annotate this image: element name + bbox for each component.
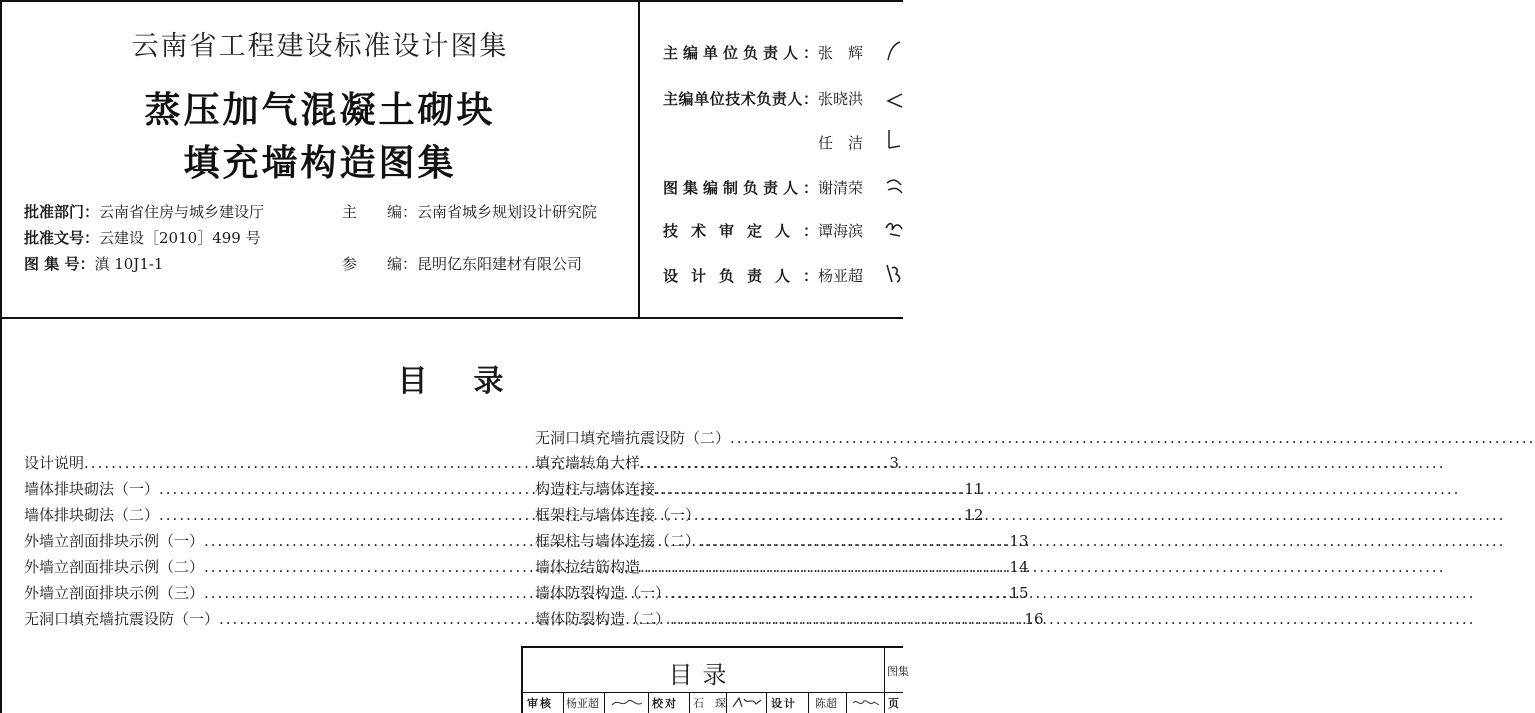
toc-entry-page: 16	[1024, 610, 1044, 628]
design-label: 设计	[771, 697, 797, 710]
approval-dept	[24, 201, 264, 222]
toc-leader-dots	[655, 478, 1460, 500]
responsible-name: 任 洁	[818, 134, 864, 152]
participant-editor	[342, 253, 582, 274]
atlas-number	[24, 253, 163, 274]
responsible-row	[663, 265, 903, 286]
responsible-name: 张晓洪	[818, 90, 864, 108]
toc-entry-title: 外墙立剖面排块示例（一）	[24, 532, 205, 550]
toc-leader-dots	[670, 582, 1475, 604]
toc-entry-page: 12	[964, 506, 984, 524]
atlas-number-value: 滇 10J1-1	[94, 255, 164, 273]
title-block-title: 目录	[668, 661, 737, 689]
design-signature	[850, 695, 882, 711]
toc-entry-title: 设计说明	[24, 454, 85, 472]
cell-divider	[689, 692, 690, 713]
toc-entry[interactable]	[535, 608, 903, 630]
responsible-label: 设计负责人：	[663, 267, 818, 285]
toc-entry[interactable]	[535, 530, 903, 552]
toc-entry[interactable]	[535, 427, 903, 449]
responsible-name: 张 辉	[818, 44, 864, 62]
toc-leader-dots	[640, 452, 1445, 474]
atlas-label-partial: 图集	[887, 665, 909, 678]
chief-editor-value: 云南省城乡规划设计研究院	[417, 203, 598, 221]
responsible-label: 主编单位技术负责人：	[663, 90, 818, 108]
signature-scribble	[884, 216, 903, 238]
toc-entry-page: 11	[964, 480, 984, 498]
toc-entry-page: 14	[1009, 558, 1029, 576]
participant-label: 参	[342, 255, 358, 273]
toc-entry-title: 外墙立剖面排块示例（二）	[24, 558, 205, 576]
approval-doc-value: 云建设［2010］499 号	[99, 229, 261, 247]
toc-entry-title: 外墙立剖面排块示例（三）	[24, 584, 205, 602]
toc-heading-char: 录	[473, 364, 506, 399]
title-block-divider	[884, 646, 885, 713]
review-name: 杨亚超	[566, 697, 599, 710]
toc-entry-title: 构造柱与墙体连接	[535, 480, 656, 498]
toc-entry-title: 墙体防裂构造（一）	[535, 584, 671, 602]
cell-divider	[846, 692, 847, 713]
responsible-row	[663, 88, 903, 109]
check-name: 石 琛	[693, 697, 726, 710]
approval-doc-label: 批准文号：	[24, 229, 100, 247]
page-label-partial: 页	[888, 697, 899, 710]
responsible-name: 谭海滨	[818, 222, 864, 240]
chief-editor-label: 主	[342, 203, 358, 221]
approval-dept-label: 批准部门：	[24, 203, 100, 221]
approval-dept-value: 云南省住房与城乡建设厅	[99, 203, 265, 221]
toc-heading-char: 目	[397, 364, 430, 399]
responsible-row	[663, 42, 903, 63]
toc-leader-dots	[700, 530, 1505, 552]
toc-entry[interactable]	[535, 452, 903, 474]
atlas-number-label: 图 集 号：	[24, 255, 95, 273]
participant-label2: 编：	[387, 255, 418, 273]
signature-scribble	[884, 175, 903, 197]
toc-entry[interactable]	[535, 478, 903, 500]
toc-leader-dots	[670, 608, 1475, 630]
review-signature	[610, 695, 644, 711]
responsible-row	[663, 177, 903, 198]
signature-scribble	[884, 262, 903, 284]
review-label: 审核	[527, 697, 553, 710]
chief-editor-label2: 编：	[387, 203, 418, 221]
approval-doc	[24, 227, 261, 248]
toc-entry[interactable]	[535, 556, 903, 578]
cell-divider	[766, 692, 767, 713]
cell-divider	[808, 692, 809, 713]
toc-entry-title: 无洞口填充墙抗震设防（二）	[535, 429, 731, 447]
toc-entry[interactable]	[535, 504, 903, 526]
toc-entry-title: 墙体排块砌法（二）	[24, 506, 160, 524]
toc-leader-dots	[730, 427, 1535, 449]
responsible-name: 杨亚超	[818, 267, 864, 285]
toc-entry-title: 墙体排块砌法（一）	[24, 480, 160, 498]
cell-divider	[604, 692, 605, 713]
signature-scribble	[884, 40, 903, 62]
responsible-row	[663, 132, 903, 153]
toc-entry-title: 墙体拉结筋构造	[535, 558, 641, 576]
atlas-title-line2: 填充墙构造图集	[183, 142, 457, 184]
responsible-row	[663, 220, 903, 241]
cell-divider	[726, 692, 727, 713]
toc-entry-title: 框架柱与墙体连接（一）	[535, 506, 701, 524]
toc-leader-dots	[640, 556, 1445, 578]
toc-entry[interactable]	[535, 582, 903, 604]
check-label: 校对	[652, 697, 678, 710]
responsible-label: 图集编制负责人：	[663, 179, 818, 197]
design-name: 陈超	[815, 697, 837, 710]
toc-entry-title: 墙体防裂构造（二）	[535, 610, 671, 628]
responsible-label: 技术审定人：	[663, 222, 818, 240]
atlas-title-line1: 蒸压加气混凝土砌块	[144, 89, 496, 131]
participant-value: 昆明亿东阳建材有限公司	[417, 255, 583, 273]
toc-entry-title: 填充墙转角大样	[535, 454, 641, 472]
toc-entry-page: 3	[889, 454, 899, 472]
toc-entry-page: 13	[1009, 532, 1029, 550]
toc-leader-dots	[700, 504, 1505, 526]
toc-heading	[0, 356, 903, 400]
chief-editor	[342, 201, 597, 222]
header-divider-horizontal	[0, 317, 903, 319]
responsible-name: 谢清荣	[818, 179, 864, 197]
atlas-series-subtitle: 云南省工程建设标准设计图集	[131, 31, 509, 62]
toc-entry-title: 框架柱与墙体连接（二）	[535, 532, 701, 550]
toc-entry-title: 无洞口填充墙抗震设防（一）	[24, 610, 220, 628]
cell-divider	[648, 692, 649, 713]
signature-scribble	[884, 88, 903, 110]
top-border	[0, 0, 903, 2]
check-signature	[730, 695, 764, 711]
responsible-label: 主编单位负责人：	[663, 44, 818, 62]
signature-scribble	[884, 128, 903, 150]
toc-entry-page: 15	[1009, 584, 1029, 602]
cell-divider	[563, 692, 564, 713]
